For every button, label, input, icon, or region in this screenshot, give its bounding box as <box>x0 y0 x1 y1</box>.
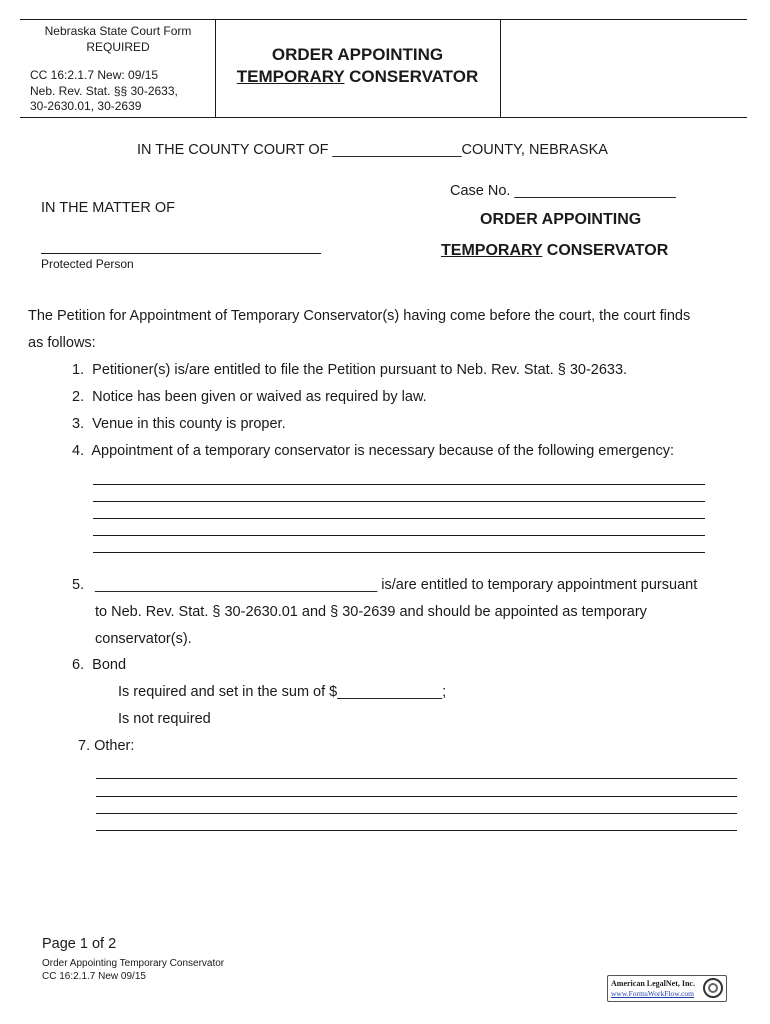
header-title-line2 <box>216 67 499 87</box>
header-title-line1: ORDER APPOINTING <box>271 45 444 64</box>
bond-not-required-option[interactable]: Is not required <box>118 711 211 727</box>
publisher-logo-icon <box>703 978 723 998</box>
emergency-line-1[interactable] <box>93 484 705 485</box>
item5-line1-text: is/are entitled to temporary appointment pursuant <box>377 577 698 593</box>
emergency-line-5[interactable] <box>93 552 705 553</box>
header-top-rule <box>20 19 747 20</box>
item5-number: 5. <box>72 577 85 593</box>
protected-person-label: Protected Person <box>41 257 134 271</box>
page-number: Page 1 of 2 <box>42 936 117 952</box>
court-suffix: COUNTY, NEBRASKA <box>461 142 608 158</box>
header-title-underlined: TEMPORARY <box>236 67 345 86</box>
emergency-line-3[interactable] <box>93 518 705 519</box>
item7-label: 7. Other: <box>78 738 135 754</box>
item6-label: 6. Bond <box>72 657 127 673</box>
footer-title: Order Appointing Temporary Conservator <box>42 958 225 969</box>
intro-line2: as follows: <box>28 335 96 351</box>
emergency-line-2[interactable] <box>93 501 705 502</box>
publisher-logo-inner <box>708 983 718 993</box>
intro-line1: The Petition for Appointment of Temporary Conservator(s) having come before the court, the court finds <box>28 308 691 324</box>
form-source-line1: Nebraska State Court Form <box>44 24 192 38</box>
item5-line1 <box>95 577 697 593</box>
protected-person-name-line[interactable] <box>41 253 321 254</box>
other-line-4[interactable] <box>96 830 737 831</box>
finding-3: 3. Venue in this county is proper. <box>72 416 286 432</box>
court-line <box>137 142 608 158</box>
finding-4: 4. Appointment of a temporary conservator is necessary because of the following emergency: <box>72 443 675 459</box>
other-line-3[interactable] <box>96 813 737 814</box>
publisher-url[interactable]: www.FormsWorkFlow.com <box>611 989 695 998</box>
header-title-rest: CONSERVATOR <box>344 67 479 86</box>
finding-1: 1. Petitioner(s) is/are entitled to file the Petition pursuant to Neb. Rev. Stat. § 30-2633. <box>72 362 628 378</box>
form-source-line2: REQUIRED <box>86 40 150 54</box>
header-divider-right <box>500 19 501 117</box>
other-line-1[interactable] <box>96 778 737 779</box>
bond-required-option[interactable]: Is required and set in the sum of $_____________; <box>118 684 447 700</box>
case-no-label: Case No. <box>450 183 515 199</box>
header-bottom-rule <box>20 117 747 118</box>
finding-2: 2. Notice has been given or waived as required by law. <box>72 389 427 405</box>
case-number-line <box>450 183 676 199</box>
caption-title-line1: ORDER APPOINTING <box>480 211 642 228</box>
caption-title-line2 <box>441 242 668 260</box>
item5-line2: to Neb. Rev. Stat. § 30-2630.01 and § 30-2639 and should be appointed as temporary <box>95 604 647 620</box>
emergency-line-4[interactable] <box>93 535 705 536</box>
matter-label: IN THE MATTER OF <box>41 200 175 216</box>
footer-code: CC 16:2.1.7 New 09/15 <box>42 971 146 982</box>
case-no-blank[interactable]: ____________________ <box>514 183 676 199</box>
statute-line1: Neb. Rev. Stat. §§ 30-2633, <box>30 84 178 98</box>
statute-line2: 30-2630.01, 30-2639 <box>30 99 142 113</box>
court-county-blank[interactable]: ________________ <box>332 142 462 158</box>
caption-title-underlined: TEMPORARY <box>441 242 543 259</box>
item5-name-blank[interactable]: ___________________________________ <box>95 577 378 593</box>
publisher-badge[interactable] <box>607 975 727 1002</box>
other-line-2[interactable] <box>96 796 737 797</box>
caption-title-rest: CONSERVATOR <box>542 242 669 259</box>
item5-line3: conservator(s). <box>95 631 192 647</box>
publisher-name: American LegalNet, Inc. <box>611 979 695 988</box>
court-prefix: IN THE COUNTY COURT OF <box>137 142 333 158</box>
form-code: CC 16:2.1.7 New: 09/15 <box>30 68 159 82</box>
